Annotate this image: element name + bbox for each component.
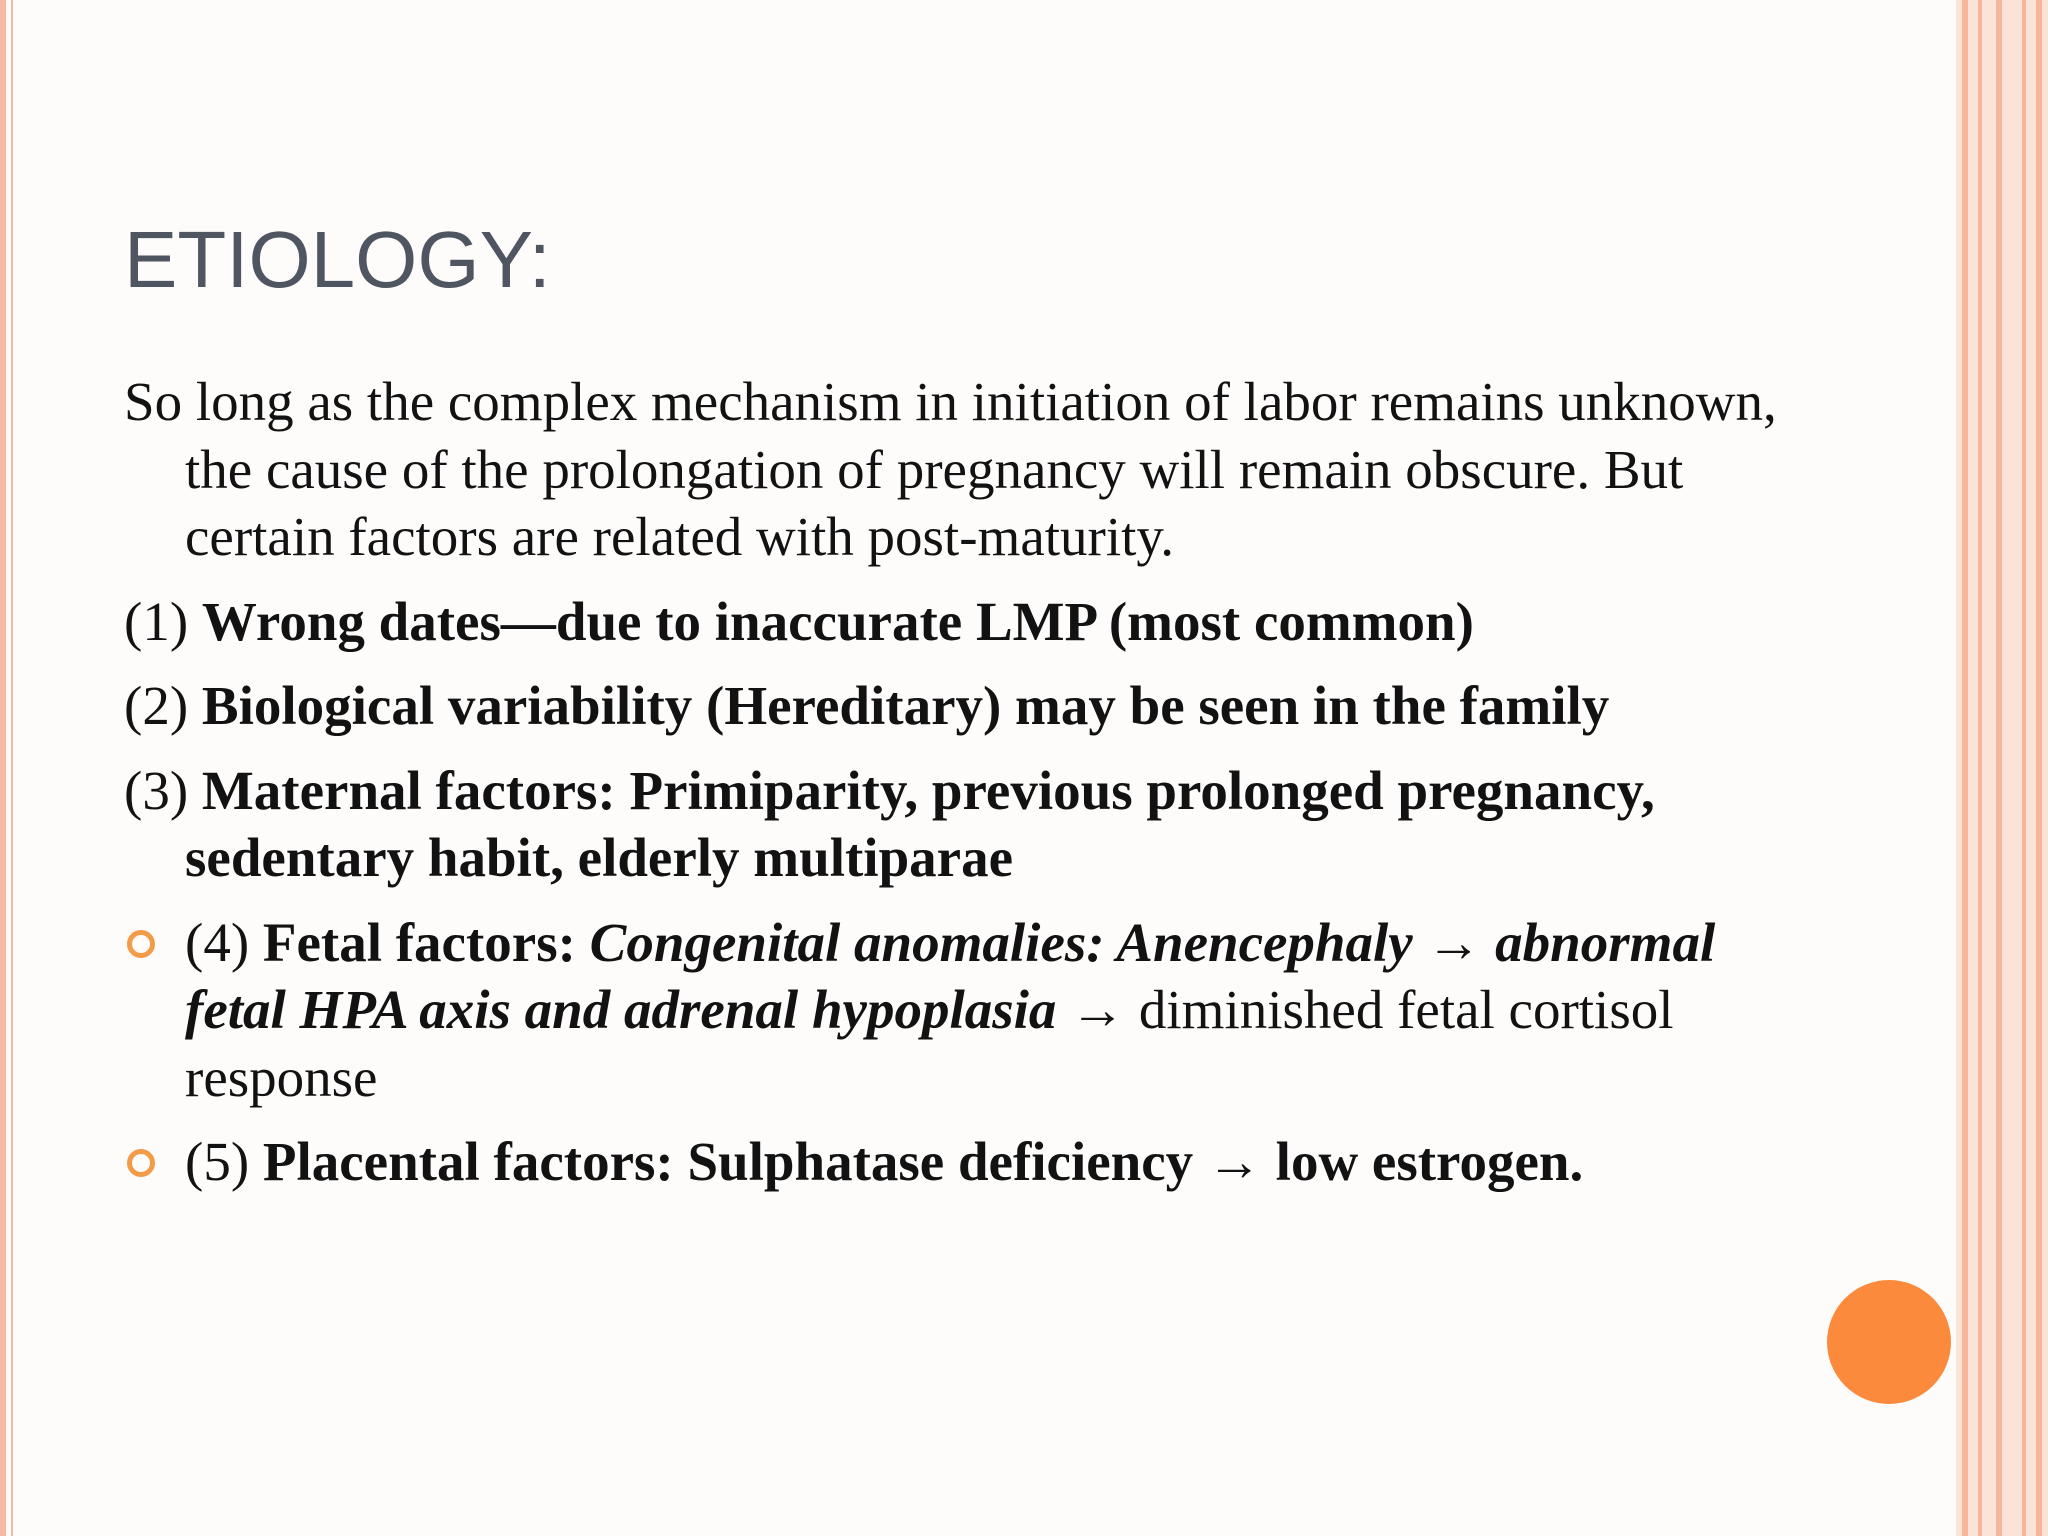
item-number: (1) bbox=[124, 590, 189, 652]
item-number: (5) bbox=[185, 1131, 250, 1192]
list-item bbox=[124, 1128, 1824, 1196]
item-number: (2) bbox=[124, 675, 189, 736]
left-frame-stripe bbox=[0, 0, 6, 1536]
list-item bbox=[124, 909, 1824, 1112]
item-number: (4) bbox=[185, 911, 250, 973]
left-frame-stripe-thin bbox=[11, 0, 13, 1536]
right-frame-line bbox=[2022, 0, 2026, 1536]
item-italic-text: Congenital anomalies: Anencephaly → abnormal fetal HPA axis and adrenal hypoplasia → bbox=[185, 911, 1716, 1040]
right-frame-band bbox=[1956, 0, 2048, 1536]
item-plain-text: diminished fetal cortisol response bbox=[185, 979, 1674, 1108]
intro-paragraph: So long as the complex mechanism in initiation of labor remains unknown, the cause of the prolongation of pregnancy will remain obscure. But certain factors are related with post-maturity. bbox=[124, 371, 1777, 567]
item-bold-text: Maternal factors: Primiparity, previous prolonged pregnancy, sedentary habit, elderly multiparae bbox=[185, 759, 1655, 888]
slide-body bbox=[124, 368, 1824, 1213]
item-bold-text: Biological variability (Hereditary) may be seen in the family bbox=[201, 675, 1610, 736]
accent-circle-icon bbox=[1827, 1280, 1951, 1404]
right-frame-line bbox=[1962, 0, 1968, 1536]
bullet-icon bbox=[127, 930, 155, 958]
list-item bbox=[124, 588, 1824, 656]
right-frame-line bbox=[2036, 0, 2042, 1536]
item-number: (3) bbox=[124, 759, 189, 821]
slide-title: ETIOLOGY: bbox=[124, 215, 551, 304]
list-item bbox=[124, 757, 1824, 892]
item-bold-text: Fetal factors: bbox=[262, 911, 576, 973]
bullet-icon bbox=[127, 1149, 155, 1177]
right-frame-line bbox=[1996, 0, 2002, 1536]
item-bold-text: Placental factors: Sulphatase deficiency → low estrogen. bbox=[262, 1131, 1584, 1192]
right-frame-line bbox=[1978, 0, 1982, 1536]
list-item bbox=[124, 672, 1824, 740]
item-bold-text: Wrong dates—due to inaccurate LMP (most common) bbox=[201, 590, 1474, 652]
